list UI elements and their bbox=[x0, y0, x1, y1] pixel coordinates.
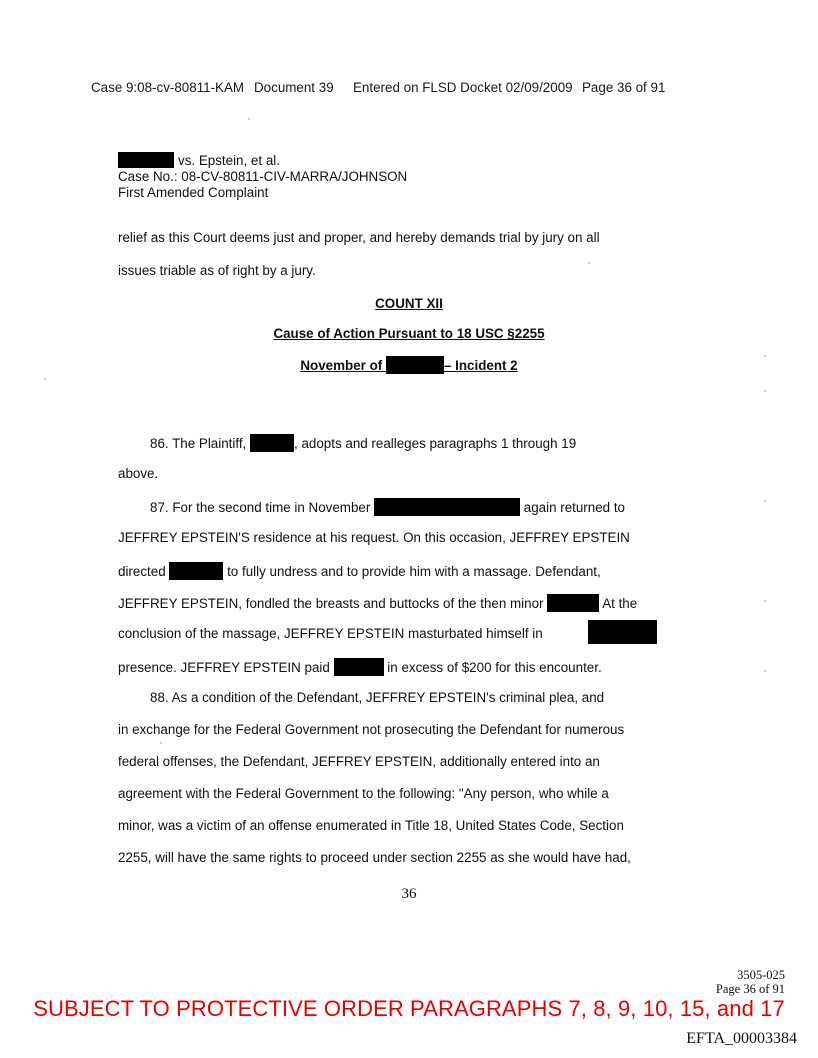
body-line bbox=[118, 562, 601, 580]
body-line: issues triable as of right by a jury. bbox=[118, 263, 316, 278]
bates-page: Page 36 of 91 bbox=[715, 982, 785, 996]
paragraph-87 bbox=[150, 498, 625, 516]
incident-heading bbox=[0, 356, 818, 374]
paragraph-86 bbox=[150, 434, 576, 452]
paragraph-text: directed bbox=[118, 564, 170, 579]
redaction-box bbox=[547, 594, 599, 612]
body-line: agreement with the Federal Government to the following: "Any person, who while a bbox=[118, 786, 609, 801]
redaction-box bbox=[386, 356, 444, 374]
body-line bbox=[118, 626, 543, 641]
header-page-number: Page 36 of 91 bbox=[582, 80, 666, 95]
scan-speck bbox=[44, 378, 46, 380]
document-number: Document 39 bbox=[254, 80, 334, 95]
scan-speck bbox=[588, 262, 590, 264]
redaction-box bbox=[169, 562, 223, 580]
scan-speck bbox=[764, 600, 766, 602]
cause-heading: Cause of Action Pursuant to 18 USC §2255 bbox=[273, 326, 545, 341]
body-line: in exchange for the Federal Government not prosecuting the Defendant for numerous bbox=[118, 722, 625, 737]
paragraph-text: to fully undress and to provide him with a massage. Defendant, bbox=[223, 564, 601, 579]
page-number: 36 bbox=[401, 886, 417, 902]
incident-heading-part: November of bbox=[300, 358, 386, 373]
caption-parties: vs. Epstein, et al. bbox=[178, 153, 280, 168]
case-caption bbox=[118, 152, 407, 201]
body-line: above. bbox=[118, 466, 159, 481]
redaction-box bbox=[250, 434, 294, 452]
body-line: minor, was a victim of an offense enumerated in Title 18, United States Code, Section bbox=[118, 818, 624, 833]
entered-date: Entered on FLSD Docket 02/09/2009 bbox=[353, 80, 573, 95]
paragraph-text: presence. JEFFREY EPSTEIN paid bbox=[118, 660, 334, 675]
paragraph-text: again returned to bbox=[520, 500, 625, 515]
body-line: 2255, will have the same rights to proceed under section 2255 as she would have had, bbox=[118, 850, 631, 865]
body-line: JEFFREY EPSTEIN'S residence at his request. On this occasion, JEFFREY EPSTEIN bbox=[118, 530, 630, 545]
paragraph-text: conclusion of the massage, JEFFREY EPSTEIN masturbated himself in bbox=[118, 626, 543, 641]
redaction-box bbox=[118, 152, 174, 168]
redaction-box bbox=[374, 498, 520, 516]
paragraph-text: 87. For the second time in November bbox=[150, 500, 375, 515]
body-line: federal offenses, the Defendant, JEFFREY EPSTEIN, additionally entered into an bbox=[118, 754, 600, 769]
bates-number: 3505-025 bbox=[737, 968, 785, 982]
paragraph-88: 88. As a condition of the Defendant, JEFFREY EPSTEIN's criminal plea, and bbox=[150, 690, 605, 705]
caption-case-no: Case No.: 08-CV-80811-CIV-MARRA/JOHNSON bbox=[118, 169, 408, 184]
redaction-box bbox=[588, 620, 657, 644]
case-number: Case 9:08-cv-80811-KAM bbox=[91, 80, 245, 95]
scan-speck bbox=[764, 670, 766, 672]
paragraph-text: At the bbox=[599, 596, 638, 611]
protective-order-banner: SUBJECT TO PROTECTIVE ORDER PARAGRAPHS 7, 8, 9, 10, 15, and 17 bbox=[33, 996, 785, 1021]
paragraph-text: , adopts and realleges paragraphs 1 through 19 bbox=[294, 436, 577, 451]
redaction-box bbox=[334, 658, 384, 676]
paragraph-text: in excess of $200 for this encounter. bbox=[383, 660, 602, 675]
paragraph-text: 86. The Plaintiff, bbox=[150, 436, 250, 451]
scan-speck bbox=[248, 118, 250, 120]
caption-title: First Amended Complaint bbox=[118, 185, 269, 200]
scan-speck bbox=[764, 500, 766, 502]
body-line bbox=[118, 594, 637, 612]
scan-speck bbox=[764, 355, 766, 357]
paragraph-text: JEFFREY EPSTEIN, fondled the breasts and buttocks of the then minor bbox=[118, 596, 548, 611]
count-heading: COUNT XII bbox=[375, 296, 443, 311]
scan-speck bbox=[160, 742, 162, 744]
scan-speck bbox=[764, 390, 766, 392]
body-line bbox=[118, 658, 602, 676]
efta-stamp: EFTA_00003384 bbox=[686, 1030, 797, 1047]
incident-heading-part: – Incident 2 bbox=[443, 358, 518, 373]
body-line: relief as this Court deems just and proper, and hereby demands trial by jury on all bbox=[118, 230, 600, 245]
